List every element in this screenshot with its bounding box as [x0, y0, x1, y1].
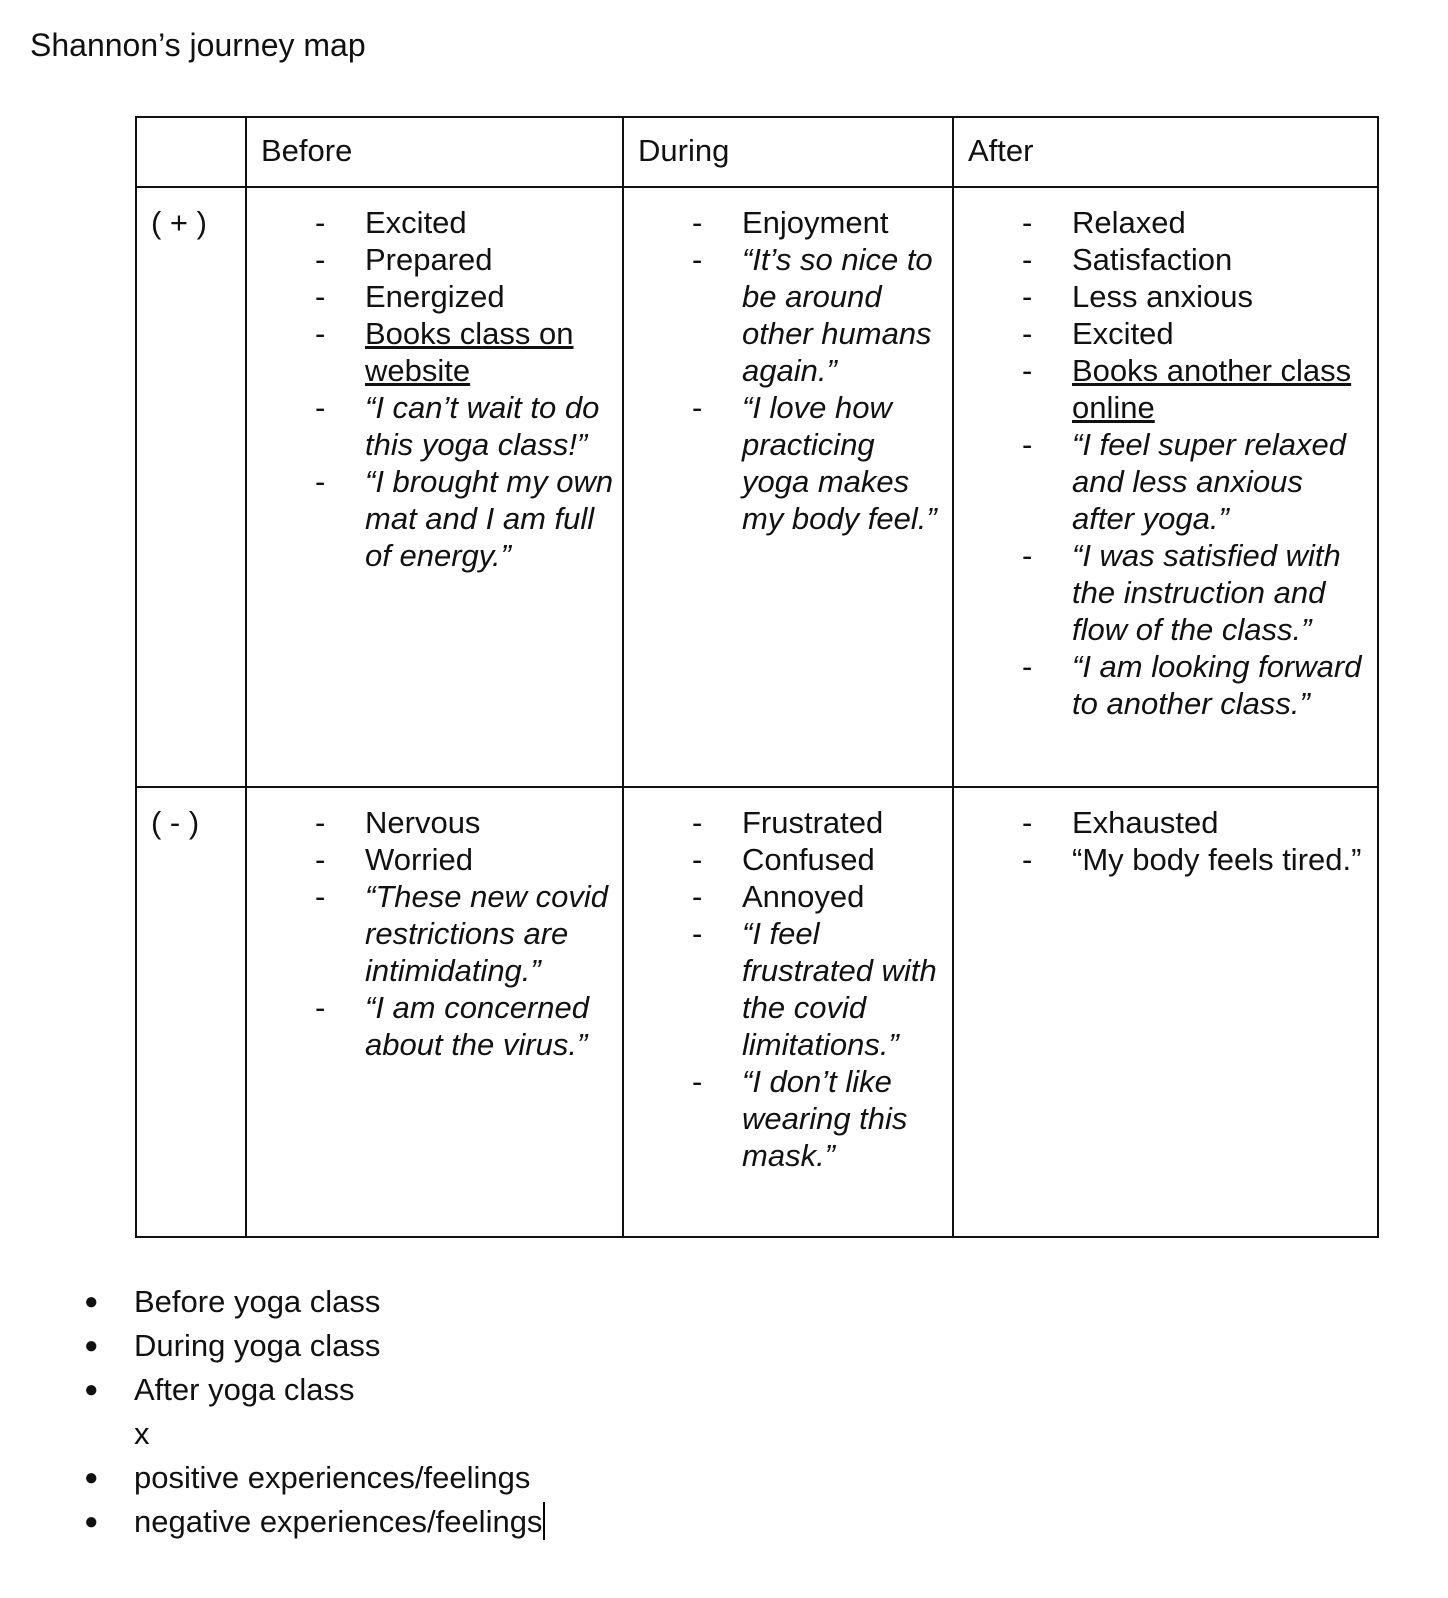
positive-before-cell[interactable]	[246, 187, 623, 787]
item-text: “I am looking forward to another class.”	[1072, 649, 1362, 721]
quote-item	[624, 915, 944, 1063]
item-text: Less anxious	[1072, 279, 1253, 314]
dash-icon: -	[692, 916, 703, 951]
header-cell-before[interactable]	[246, 117, 623, 187]
positive-before-list	[247, 188, 622, 574]
item-text: “These new covid restrictions are intimidating.”	[365, 879, 608, 988]
negative-during-cell[interactable]	[623, 787, 953, 1237]
dash-icon: -	[1022, 205, 1033, 240]
bullet-icon: ●	[84, 1376, 99, 1403]
dash-icon: -	[1022, 353, 1033, 388]
feeling-item	[624, 204, 944, 241]
dash-icon: -	[692, 242, 703, 277]
dash-icon: -	[692, 1064, 703, 1099]
item-text: Worried	[365, 842, 473, 877]
dash-icon: -	[692, 842, 703, 877]
feeling-item	[624, 878, 944, 915]
legend-item[interactable]	[0, 1280, 545, 1324]
feeling-item	[247, 841, 614, 878]
legend-item[interactable]	[0, 1500, 545, 1544]
dash-icon: -	[1022, 242, 1033, 277]
positive-after-list	[954, 188, 1377, 722]
dash-icon: -	[315, 242, 326, 277]
item-text: “I can’t wait to do this yoga class!”	[365, 390, 600, 462]
negative-after-cell[interactable]	[953, 787, 1378, 1237]
item-text: Excited	[365, 205, 467, 240]
header-before-label: Before	[261, 133, 353, 168]
bullet-icon: ●	[84, 1464, 99, 1491]
item-text: Books class on website	[365, 316, 574, 388]
negative-during-list	[624, 788, 952, 1174]
legend-item[interactable]	[0, 1368, 545, 1412]
quote-item	[954, 537, 1369, 648]
item-text: “I love how practicing yoga makes my body feel.”	[742, 390, 937, 536]
feeling-item	[247, 204, 614, 241]
quote-item	[247, 878, 614, 989]
legend-item[interactable]	[0, 1324, 545, 1368]
feeling-item	[954, 804, 1369, 841]
dash-icon: -	[315, 205, 326, 240]
dash-icon: -	[1022, 279, 1033, 314]
quote-item	[247, 389, 614, 463]
positive-row	[136, 187, 1378, 787]
quote-item	[954, 426, 1369, 537]
dash-icon: -	[1022, 427, 1033, 462]
item-text: Confused	[742, 842, 875, 877]
text-cursor	[543, 1502, 545, 1540]
negative-row	[136, 787, 1378, 1237]
header-during-label: During	[638, 133, 730, 168]
positive-row-label: ( + )	[151, 205, 207, 240]
dash-icon: -	[1022, 649, 1033, 684]
legend-item-text: During yoga class	[134, 1328, 381, 1363]
dash-icon: -	[692, 805, 703, 840]
dash-icon: -	[315, 842, 326, 877]
quote-item	[247, 989, 614, 1063]
negative-after-list	[954, 788, 1377, 878]
quote-item	[624, 1063, 944, 1174]
feeling-item	[954, 315, 1369, 352]
legend-item-text: negative experiences/feelings	[134, 1504, 543, 1539]
dash-icon: -	[1022, 316, 1033, 351]
negative-row-label-cell[interactable]	[136, 787, 246, 1237]
legend-item-text: positive experiences/feelings	[134, 1460, 531, 1495]
item-text: Books another class online	[1072, 353, 1352, 425]
item-text: Excited	[1072, 316, 1174, 351]
feeling-item	[247, 278, 614, 315]
bullet-icon: ●	[84, 1288, 99, 1315]
quote-item	[624, 389, 944, 537]
dash-icon: -	[1022, 538, 1033, 573]
item-text: Nervous	[365, 805, 481, 840]
legend-item-text: After yoga class	[134, 1372, 355, 1407]
document-title: Shannon’s journey map	[30, 27, 366, 63]
dash-icon: -	[315, 879, 326, 914]
item-text: “I brought my own mat and I am full of energy.”	[365, 464, 614, 573]
dash-icon: -	[315, 464, 326, 499]
dash-icon: -	[315, 390, 326, 425]
dash-icon: -	[315, 279, 326, 314]
header-after-label: After	[968, 133, 1034, 168]
link-item[interactable]	[954, 352, 1369, 426]
dash-icon: -	[692, 879, 703, 914]
positive-during-list	[624, 188, 952, 537]
dash-icon: -	[1022, 805, 1033, 840]
legend-item-text: x	[134, 1416, 150, 1451]
header-cell-after[interactable]	[953, 117, 1378, 187]
positive-during-cell[interactable]	[623, 187, 953, 787]
item-text: “I don’t like wearing this mask.”	[742, 1064, 908, 1173]
feeling-item	[954, 841, 1369, 878]
item-text: Annoyed	[742, 879, 865, 914]
negative-before-cell[interactable]	[246, 787, 623, 1237]
dash-icon: -	[315, 805, 326, 840]
dash-icon: -	[692, 390, 703, 425]
item-text: Frustrated	[742, 805, 884, 840]
header-cell-during[interactable]	[623, 117, 953, 187]
feeling-item	[954, 204, 1369, 241]
quote-item	[247, 463, 614, 574]
item-text: Relaxed	[1072, 205, 1186, 240]
item-text: “I am concerned about the virus.”	[365, 990, 589, 1062]
item-text: “I feel super relaxed and less anxious after yoga.”	[1072, 427, 1346, 536]
legend-list	[0, 1280, 545, 1544]
item-text: Exhausted	[1072, 805, 1219, 840]
journey-map-table	[135, 116, 1379, 1238]
link-item[interactable]	[247, 315, 614, 389]
quote-item	[624, 241, 944, 389]
legend-item-text: Before yoga class	[134, 1284, 381, 1319]
bullet-icon: ●	[84, 1508, 99, 1535]
legend-item[interactable]	[0, 1412, 545, 1456]
feeling-item	[954, 241, 1369, 278]
feeling-item	[247, 804, 614, 841]
positive-after-cell[interactable]	[953, 187, 1378, 787]
header-row	[136, 117, 1378, 187]
dash-icon: -	[692, 205, 703, 240]
item-text: “It’s so nice to be around other humans again.”	[742, 242, 933, 388]
positive-row-label-cell[interactable]	[136, 187, 246, 787]
item-text: “My body feels tired.”	[1072, 842, 1362, 877]
header-cell-corner[interactable]	[136, 117, 246, 187]
bullet-icon: ●	[84, 1332, 99, 1359]
item-text: Energized	[365, 279, 505, 314]
feeling-item	[954, 278, 1369, 315]
feeling-item	[624, 804, 944, 841]
dash-icon: -	[1022, 842, 1033, 877]
item-text: Satisfaction	[1072, 242, 1233, 277]
item-text: Prepared	[365, 242, 493, 277]
legend-item[interactable]	[0, 1456, 545, 1500]
feeling-item	[247, 241, 614, 278]
item-text: “I was satisfied with the instruction and flow of the class.”	[1072, 538, 1341, 647]
negative-row-label: ( - )	[151, 805, 200, 840]
feeling-item	[624, 841, 944, 878]
quote-item	[954, 648, 1369, 722]
dash-icon: -	[315, 990, 326, 1025]
dash-icon: -	[315, 316, 326, 351]
negative-before-list	[247, 788, 622, 1063]
item-text: “I feel frustrated with the covid limitations.”	[742, 916, 937, 1062]
item-text: Enjoyment	[742, 205, 889, 240]
